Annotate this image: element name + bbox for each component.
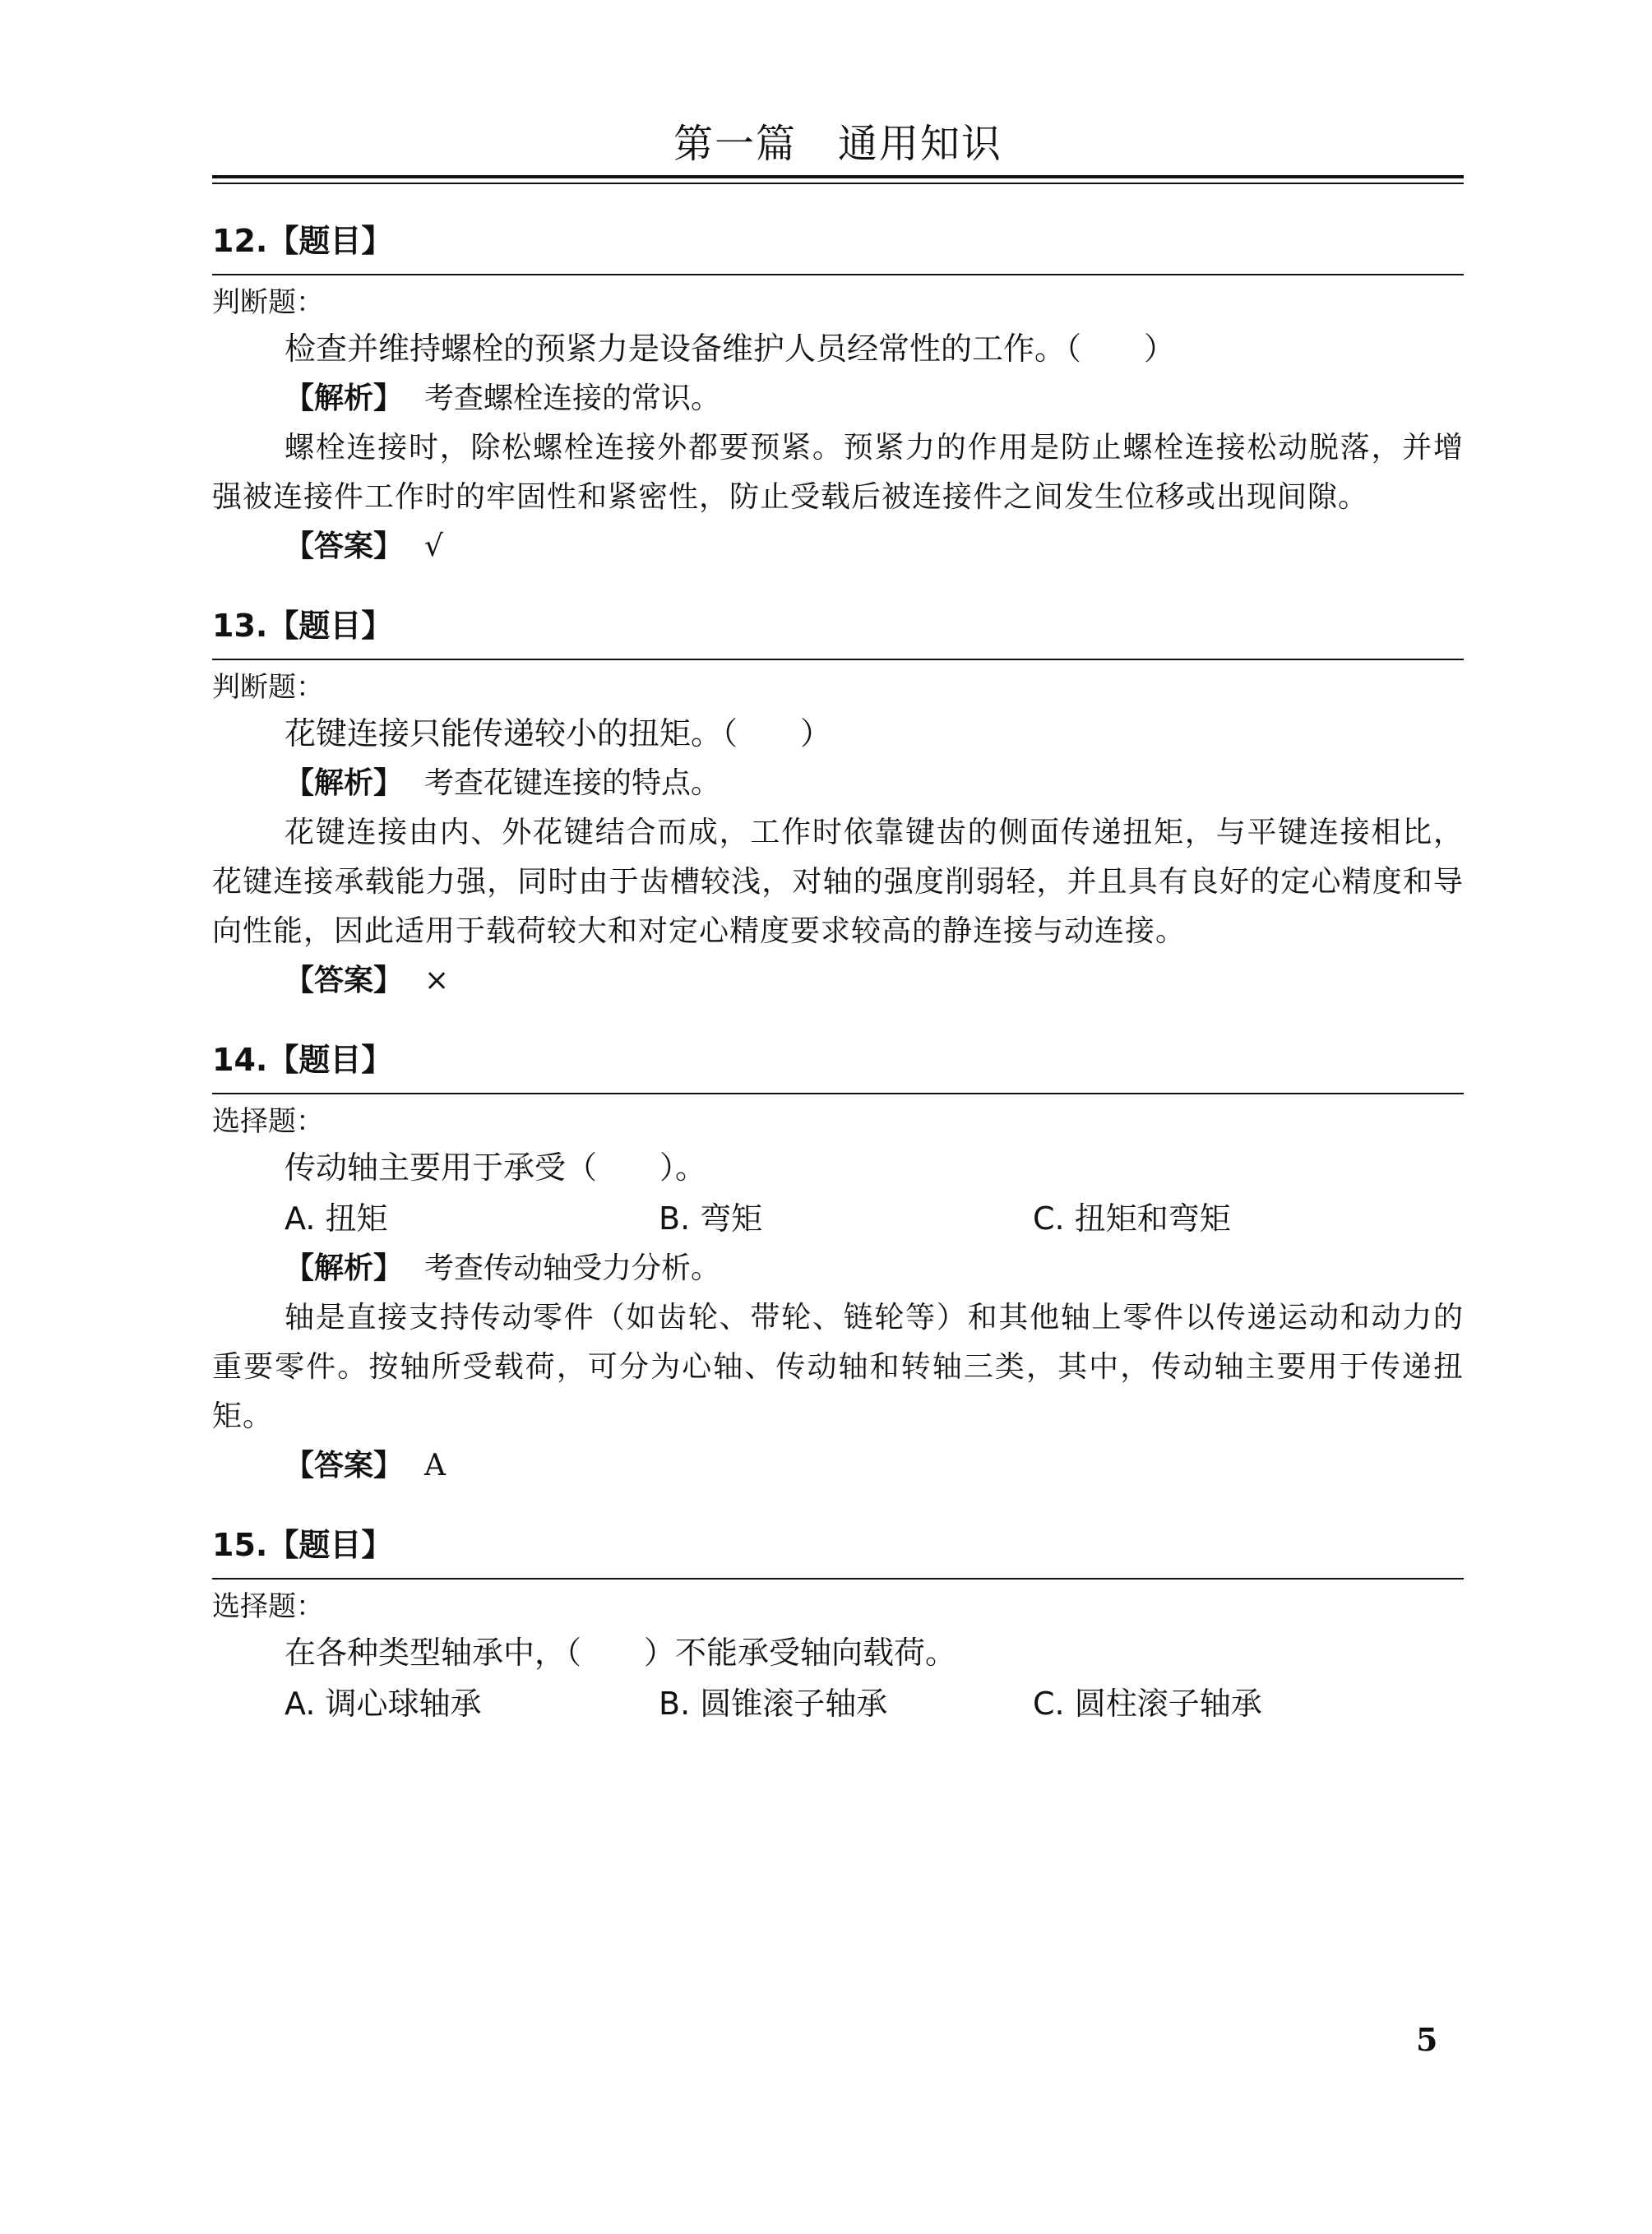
answer-label: 【答案】 xyxy=(285,530,404,563)
analysis-label: 【解析】 xyxy=(285,382,404,415)
question-type: 选择题： xyxy=(212,1590,324,1623)
question-12 xyxy=(212,218,1464,571)
answer-label: 【答案】 xyxy=(285,1449,404,1482)
question-stem: 花键连接只能传递较小的扭矩。（ ） xyxy=(285,715,832,752)
question-heading: 14.【题目】 xyxy=(212,1037,1464,1094)
answer-line xyxy=(212,1441,1464,1491)
answer-label: 【答案】 xyxy=(285,964,404,997)
page-header-title: 第一篇 通用知识 xyxy=(673,121,1002,167)
explanation-text: 轴是直接支持传动零件（如齿轮、带轮、链轮等）和其他轴上零件以传递运动和动力的重要零件。按轴所受载荷，可分为心轴、传动轴和转轴三类，其中，传动轴主要用于传递扭矩。 xyxy=(212,1301,1464,1433)
question-15 xyxy=(212,1522,1464,1729)
option-b: B. 圆锥滚子轴承 xyxy=(659,1686,888,1722)
explanation-text: 螺栓连接时，除松螺栓连接外都要预紧。预紧力的作用是防止螺栓连接松动脱落，并增强被连接件工作时的牢固性和紧密性，防止受载后被连接件之间发生位移或出现间隙。 xyxy=(212,431,1464,514)
analysis-line xyxy=(212,759,1464,808)
answer-value: √ xyxy=(424,530,443,563)
question-type: 判断题： xyxy=(212,671,324,704)
options-row xyxy=(212,1678,1464,1729)
question-type: 判断题： xyxy=(212,286,324,319)
question-stem: 传动轴主要用于承受（ ）。 xyxy=(285,1149,707,1186)
answer-line xyxy=(212,956,1464,1006)
question-heading: 15.【题目】 xyxy=(212,1522,1464,1580)
option-c: C. 圆柱滚子轴承 xyxy=(1033,1686,1262,1722)
page-header xyxy=(212,0,1464,183)
option-a: A. 扭矩 xyxy=(285,1200,388,1237)
page-number: 5 xyxy=(1416,2021,1438,2058)
analysis-line xyxy=(212,374,1464,423)
analysis-label: 【解析】 xyxy=(285,1251,404,1285)
question-heading: 13.【题目】 xyxy=(212,603,1464,660)
header-rule-thin xyxy=(212,183,1464,184)
analysis-summary: 考查螺栓连接的常识。 xyxy=(424,382,721,415)
analysis-line xyxy=(212,1244,1464,1293)
answer-value: × xyxy=(424,964,450,997)
analysis-summary: 考查传动轴受力分析。 xyxy=(424,1251,721,1285)
answer-value: A xyxy=(424,1449,447,1482)
question-type: 选择题： xyxy=(212,1105,324,1138)
analysis-summary: 考查花键连接的特点。 xyxy=(424,766,721,800)
answer-line xyxy=(212,522,1464,571)
question-13 xyxy=(212,603,1464,1006)
header-rule-thick xyxy=(212,175,1464,178)
explanation-text: 花键连接由内、外花键结合而成，工作时依靠键齿的侧面传递扭矩，与平键连接相比，花键连接承载能力强，同时由于齿槽较浅，对轴的强度削弱轻，并且具有良好的定心精度和导向性能，因此适用于载荷较大和对定心精度要求较高的静连接与动连接。 xyxy=(212,816,1464,948)
question-stem: 在各种类型轴承中，（ ）不能承受轴向载荷。 xyxy=(285,1635,957,1671)
option-c: C. 扭矩和弯矩 xyxy=(1033,1200,1231,1237)
question-14 xyxy=(212,1037,1464,1491)
analysis-label: 【解析】 xyxy=(285,766,404,800)
option-b: B. 弯矩 xyxy=(659,1200,763,1237)
question-stem: 检查并维持螺栓的预紧力是设备维护人员经常性的工作。（ ） xyxy=(285,331,1176,367)
options-row xyxy=(212,1193,1464,1244)
page-content xyxy=(212,218,1464,1760)
question-heading: 12.【题目】 xyxy=(212,218,1464,275)
option-a: A. 调心球轴承 xyxy=(285,1686,482,1722)
